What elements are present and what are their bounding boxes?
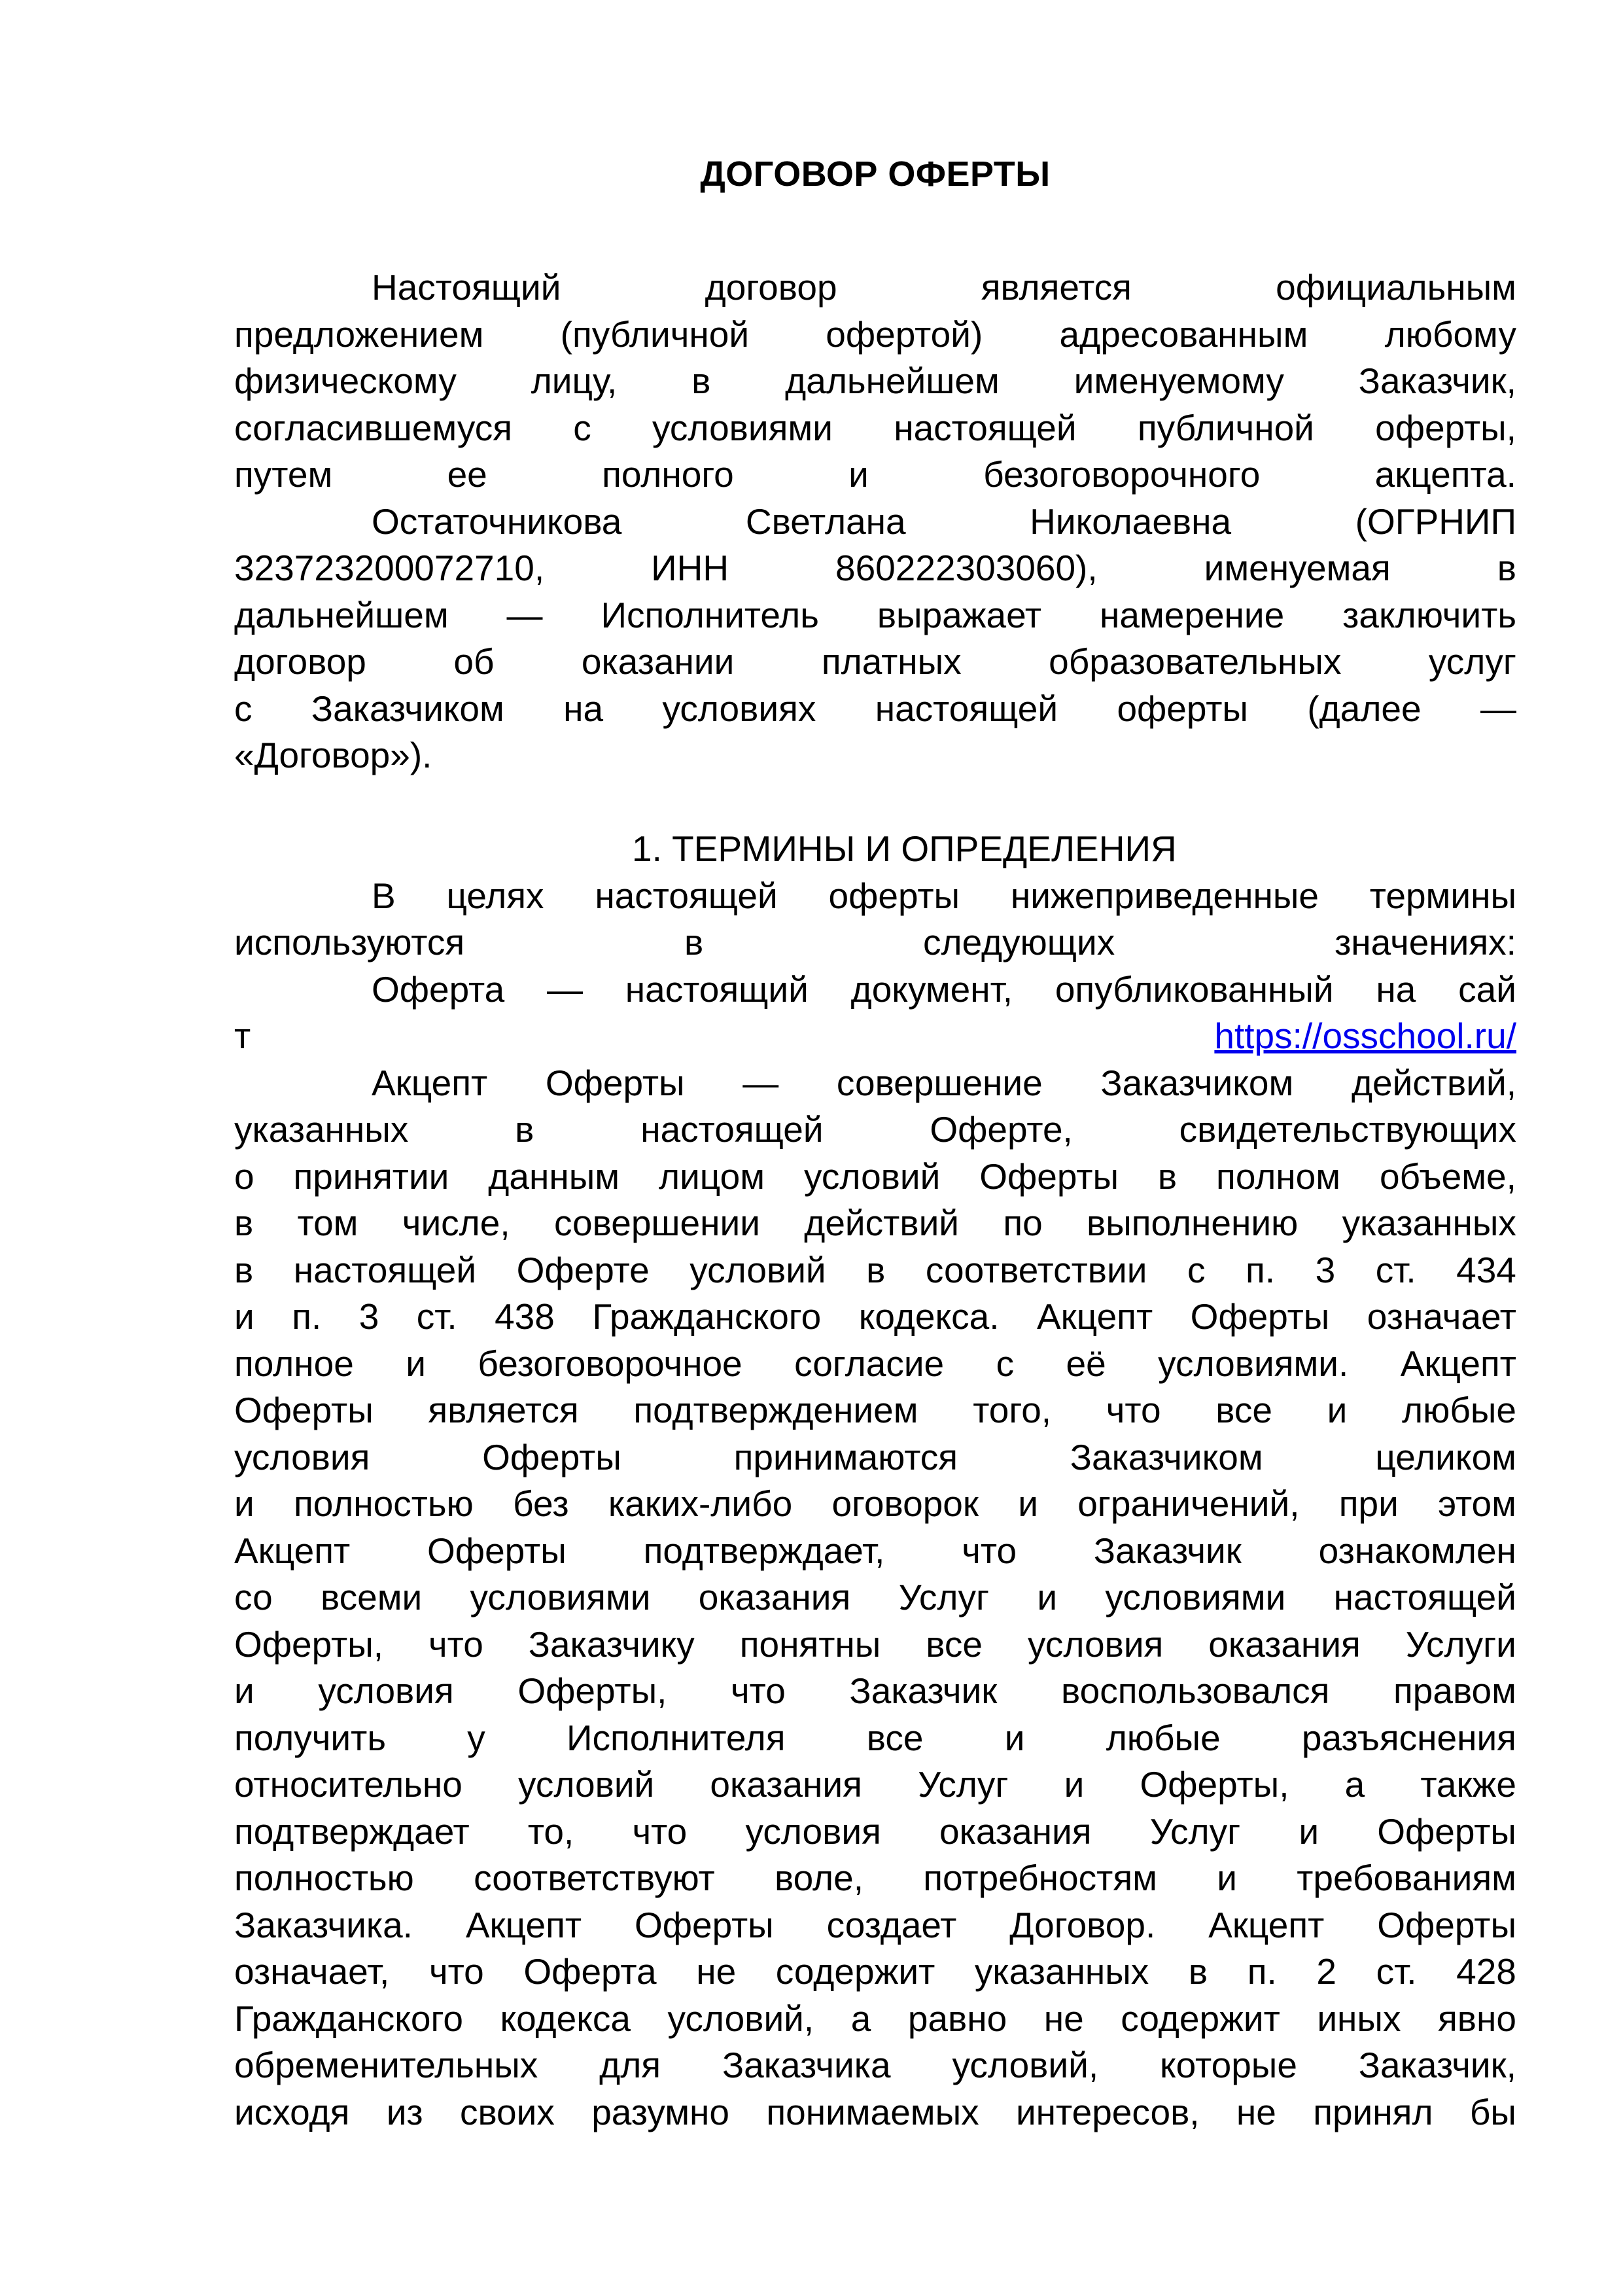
word: целях <box>446 875 544 916</box>
word: (далее <box>1307 688 1422 729</box>
word: Настоящий <box>372 267 561 308</box>
word: именуемая <box>1204 548 1391 588</box>
word: что <box>428 1951 484 1992</box>
word: ст. <box>1376 1951 1417 1992</box>
text-line <box>234 2089 1516 2136</box>
word: условиями <box>1105 1577 1286 1617</box>
word: предложением <box>234 313 484 355</box>
word: образовательных <box>1049 641 1342 682</box>
word: — <box>506 594 543 635</box>
word: её <box>1066 1343 1106 1384</box>
word: что <box>632 1810 688 1852</box>
word: условия <box>318 1670 454 1711</box>
word: 860222303060), <box>835 548 1098 588</box>
word: используются <box>234 922 465 963</box>
word: Оферты <box>1190 1296 1330 1337</box>
word: каких-либо <box>608 1483 793 1524</box>
text-line <box>234 639 1516 686</box>
word: условиях <box>662 688 816 729</box>
word: Заказчику <box>528 1623 695 1665</box>
word: заключить <box>1342 594 1516 635</box>
word: Заказчика <box>722 2045 891 2085</box>
word: Заказчик, <box>1358 361 1516 401</box>
word: все <box>1215 1390 1272 1430</box>
text-line <box>234 264 1516 311</box>
word: условиями <box>652 407 833 448</box>
word: условиями <box>470 1577 651 1617</box>
word: выполнению <box>1086 1203 1299 1243</box>
text-line <box>234 451 1516 499</box>
word: лицом <box>658 1156 765 1197</box>
text-line <box>234 1154 1516 1201</box>
word: условий <box>689 1249 826 1290</box>
word: условия <box>1027 1623 1164 1665</box>
word: принятии <box>293 1156 449 1197</box>
word: — <box>742 1062 779 1103</box>
word: из <box>386 2091 423 2132</box>
word: условиями. <box>1158 1343 1349 1384</box>
word: Услуг <box>1149 1810 1241 1852</box>
word: намерение <box>1100 594 1285 635</box>
word: дальнейшем <box>785 361 1000 401</box>
word: действий, <box>1351 1062 1516 1103</box>
word: Акцепт <box>465 1904 582 1945</box>
word: при <box>1338 1483 1399 1524</box>
word: явно <box>1438 1998 1516 2039</box>
word: получить <box>234 1717 386 1758</box>
word: в <box>684 922 704 963</box>
document-title: ДОГОВОР ОФЕРТЫ <box>700 154 1051 194</box>
word: Оферты <box>482 1436 621 1477</box>
word: в <box>234 1249 254 1290</box>
text-line <box>234 1247 1516 1294</box>
word: на <box>1376 968 1416 1010</box>
word: 323723200072710, <box>234 548 545 588</box>
word: полностью <box>294 1483 474 1524</box>
word: Оферты <box>234 1390 374 1430</box>
word: Исполнителя <box>566 1717 786 1758</box>
word: лицу, <box>531 361 618 401</box>
text-line <box>234 499 1516 546</box>
text-line <box>234 1387 1516 1434</box>
word: означает <box>1367 1296 1516 1337</box>
word: в <box>866 1249 886 1290</box>
text-line <box>234 2042 1516 2089</box>
word: выражает <box>877 594 1042 635</box>
word: ст. <box>416 1296 457 1337</box>
word: которые <box>1160 2045 1297 2085</box>
word: не <box>696 1951 737 1992</box>
word: свидетельствующих <box>1179 1109 1516 1150</box>
word: и <box>1299 1810 1319 1852</box>
word: и <box>234 1296 254 1337</box>
word: настоящей <box>875 688 1058 729</box>
word: опубликованный <box>1055 968 1334 1010</box>
word: В <box>372 875 396 916</box>
word: что <box>1106 1390 1161 1430</box>
word: о <box>234 1156 254 1197</box>
word: Оферты, <box>1140 1764 1289 1805</box>
word: ее <box>447 454 487 495</box>
word: бы <box>1469 2091 1516 2132</box>
text-line <box>234 1060 1516 1107</box>
word: Оферты <box>634 1904 774 1945</box>
word: п. <box>1246 1249 1276 1290</box>
text-line <box>234 1761 1516 1809</box>
word: что <box>962 1530 1017 1571</box>
text-line <box>234 405 1516 452</box>
word: Светлана <box>745 501 906 542</box>
intro-paragraphs <box>234 264 1516 779</box>
word: целиком <box>1375 1436 1516 1477</box>
text-line <box>234 686 1516 733</box>
word: Заказчиком <box>1070 1436 1263 1477</box>
word: настоящей <box>1333 1577 1516 1617</box>
word: также <box>1420 1764 1516 1805</box>
word: Оферты, <box>517 1670 667 1711</box>
word: — <box>1480 688 1516 729</box>
word: Оферты, <box>234 1623 384 1665</box>
word: со <box>234 1577 273 1617</box>
word: (ОГРНИП <box>1355 501 1516 542</box>
text-line <box>234 311 1516 359</box>
text-line <box>234 1855 1516 1902</box>
word: исходя <box>234 2091 350 2132</box>
text-line <box>234 1341 1516 1388</box>
text-line <box>234 1809 1516 1856</box>
word: и <box>1004 1717 1025 1758</box>
word: полное <box>234 1343 354 1384</box>
word: требованиям <box>1297 1858 1516 1898</box>
word: и <box>1064 1764 1085 1805</box>
word: является <box>428 1390 579 1430</box>
word: термины <box>1369 875 1516 916</box>
word: Оферта <box>372 968 505 1010</box>
word: безоговорочного <box>983 454 1261 495</box>
word: Акцепт <box>1036 1296 1153 1337</box>
word: Заказчик <box>849 1670 998 1711</box>
word: Оферте <box>516 1249 650 1290</box>
word: Оферты <box>1377 1904 1516 1945</box>
word: Заказчик, <box>1358 2045 1516 2085</box>
word: Акцепт <box>234 1530 351 1571</box>
word: на <box>563 688 604 729</box>
word: полного <box>602 454 734 495</box>
text-line <box>234 732 1516 779</box>
word: и <box>848 454 869 495</box>
word: (публичной <box>560 313 750 355</box>
word: и <box>1217 1858 1237 1898</box>
word: по <box>1003 1203 1043 1243</box>
word: Остаточникова <box>372 501 622 542</box>
word: кодекса. <box>858 1296 1000 1337</box>
word: а <box>850 1998 871 2039</box>
word: что <box>428 1623 483 1665</box>
word: п. <box>292 1296 322 1337</box>
word: объеме, <box>1379 1156 1516 1197</box>
text-line <box>234 1574 1516 1621</box>
text-line <box>234 1200 1516 1247</box>
word: публичной <box>1137 407 1314 448</box>
word: содержит <box>775 1951 935 1992</box>
word: п. <box>1247 1951 1277 1992</box>
word: равно <box>907 1998 1007 2039</box>
word: любому <box>1384 313 1516 355</box>
word: оговорок <box>831 1483 979 1524</box>
word: адресованным <box>1059 313 1308 355</box>
word: разъяснения <box>1301 1717 1516 1758</box>
word: потребностям <box>923 1858 1157 1898</box>
word: условий <box>804 1156 941 1197</box>
word: в <box>1497 548 1516 588</box>
word: правом <box>1393 1670 1516 1711</box>
word: интересов, <box>1015 2091 1200 2132</box>
word: указанных <box>974 1951 1149 1992</box>
word: об <box>453 641 495 682</box>
word: условий, <box>667 1998 814 2039</box>
word: 428 <box>1456 1951 1516 1992</box>
text-line <box>234 1902 1516 1949</box>
word: Гражданского <box>234 1998 463 2039</box>
text-line <box>234 1996 1516 2043</box>
word: соответствуют <box>474 1858 715 1898</box>
word: безоговорочное <box>478 1343 742 1384</box>
word: полном <box>1216 1156 1341 1197</box>
word: полностью <box>234 1858 414 1898</box>
section-1-body <box>234 873 1516 2136</box>
word: указанных <box>234 1109 409 1150</box>
document-page <box>234 150 1516 2136</box>
word: Заказчика. <box>234 1904 413 1945</box>
word: действий <box>804 1203 960 1243</box>
word: Услуги <box>1405 1623 1516 1665</box>
word: а <box>1344 1764 1365 1805</box>
word: Заказчиком <box>1100 1062 1294 1103</box>
word: этом <box>1438 1483 1516 1524</box>
text-line <box>234 1106 1516 1154</box>
text-line <box>234 1481 1516 1528</box>
word: условий <box>517 1764 655 1805</box>
word: договор <box>705 267 837 308</box>
word: означает, <box>234 1951 390 1992</box>
word: ст. <box>1375 1249 1416 1290</box>
word: Услуг <box>898 1577 990 1617</box>
word: значениях: <box>1335 922 1516 963</box>
word: ИНН <box>651 548 729 588</box>
text-line <box>234 1434 1516 1481</box>
word: и <box>234 1670 254 1711</box>
word: дальнейшем <box>234 594 449 635</box>
word: в <box>691 361 711 401</box>
word: оферты, <box>1375 407 1516 448</box>
word: воспользовался <box>1061 1670 1330 1711</box>
word: платных <box>821 641 962 682</box>
word: и <box>1327 1390 1348 1430</box>
word: подтверждает <box>234 1810 470 1852</box>
word: Заказчиком <box>311 688 504 729</box>
word: понимаемых <box>766 2091 979 2132</box>
word: т <box>234 1016 251 1056</box>
word: оферты <box>1117 688 1248 729</box>
word: согласие <box>794 1343 945 1384</box>
word: совершении <box>553 1203 760 1243</box>
word: 2 <box>1316 1951 1336 1992</box>
text-line <box>234 1294 1516 1341</box>
word: Акцепт <box>372 1062 488 1103</box>
word: с <box>1187 1249 1206 1290</box>
word: без <box>513 1483 569 1524</box>
word: у <box>467 1717 485 1758</box>
word: все <box>866 1717 924 1758</box>
word: иных <box>1317 1998 1401 2039</box>
word: числе, <box>402 1203 510 1243</box>
text-line <box>234 358 1516 405</box>
word: указанных <box>1342 1203 1516 1243</box>
word: Договор. <box>1009 1904 1156 1945</box>
word: 438 <box>495 1296 555 1337</box>
word: своих <box>459 2091 555 2132</box>
word: условия <box>234 1436 370 1477</box>
word: того, <box>973 1390 1052 1430</box>
text-line <box>234 545 1516 592</box>
word: услуг <box>1428 641 1516 682</box>
word: Гражданского <box>592 1296 822 1337</box>
word: оказания <box>939 1810 1092 1852</box>
word: в <box>515 1109 534 1150</box>
word: и <box>406 1343 426 1384</box>
word: Оферте, <box>930 1109 1073 1150</box>
text-line <box>234 966 1516 1014</box>
word: оказания <box>698 1577 851 1617</box>
word: с <box>996 1343 1015 1384</box>
word: следующих <box>922 922 1115 963</box>
word: относительно <box>234 1764 462 1805</box>
word: разумно <box>591 2091 730 2132</box>
word: Николаевна <box>1030 501 1232 542</box>
word: том <box>297 1203 358 1243</box>
word: Оферты <box>979 1156 1119 1197</box>
word: в <box>234 1203 254 1243</box>
word: в <box>1157 1156 1178 1197</box>
word: настоящей <box>595 875 778 916</box>
word: оказания <box>1208 1623 1361 1665</box>
word: сай <box>1458 968 1516 1010</box>
website-link[interactable]: https://osschool.ru/ <box>1214 1016 1516 1056</box>
word: Акцепт <box>1400 1343 1516 1384</box>
word: оказании <box>581 641 735 682</box>
text-line <box>234 1668 1516 1715</box>
word: с <box>234 688 253 729</box>
text-line <box>234 592 1516 639</box>
word: нижеприведенные <box>1010 875 1319 916</box>
word: соответствии <box>925 1249 1147 1290</box>
word: создает <box>826 1904 957 1945</box>
text-line <box>234 1949 1516 1996</box>
word: Акцепт <box>1208 1904 1325 1945</box>
word: Оферты <box>545 1062 685 1103</box>
text-line <box>234 919 1516 966</box>
word: подтверждением <box>633 1390 918 1430</box>
word: условий, <box>952 2045 1099 2085</box>
word: подтверждает, <box>643 1530 885 1571</box>
word: согласившемуся <box>234 407 512 448</box>
word: Оферты <box>1377 1810 1516 1852</box>
word: 3 <box>358 1296 379 1337</box>
word: настоящей <box>640 1109 824 1150</box>
word: Исполнитель <box>601 594 819 635</box>
word: всеми <box>321 1577 423 1617</box>
word: «Договор»). <box>234 735 432 775</box>
word: ограничений, <box>1077 1483 1300 1524</box>
word: что <box>731 1670 786 1711</box>
section-heading-terms: 1. ТЕРМИНЫ И ОПРЕДЕЛЕНИЯ <box>632 828 1177 869</box>
word: именуемому <box>1073 361 1284 401</box>
word: все <box>926 1623 983 1665</box>
word: совершение <box>836 1062 1043 1103</box>
word: документ, <box>850 968 1013 1010</box>
word: 3 <box>1315 1249 1336 1290</box>
word: ознакомлен <box>1318 1530 1516 1571</box>
word: настоящий <box>625 968 809 1010</box>
word: то, <box>527 1810 574 1852</box>
text-line <box>234 1621 1516 1669</box>
word: понятны <box>739 1623 881 1665</box>
word: 434 <box>1456 1249 1516 1290</box>
word: настоящей <box>894 407 1077 448</box>
word: обременительных <box>234 2045 538 2085</box>
word: кодекса <box>500 1998 631 2039</box>
word: не <box>1236 2091 1276 2132</box>
word: договор <box>234 641 366 682</box>
word: официальным <box>1276 267 1516 308</box>
word: данным <box>488 1156 620 1197</box>
word: воле, <box>775 1858 864 1898</box>
word: путем <box>234 454 333 495</box>
word: и <box>1037 1577 1058 1617</box>
word: настоящей <box>293 1249 477 1290</box>
word: оказания <box>710 1764 862 1805</box>
word: офертой) <box>826 313 983 355</box>
word: Заказчик <box>1093 1530 1242 1571</box>
word: — <box>546 968 583 1010</box>
word: Оферты <box>427 1530 567 1571</box>
word: для <box>599 2045 661 2085</box>
word: принимаются <box>733 1436 958 1477</box>
word: принял <box>1313 2091 1433 2132</box>
word: с <box>573 407 591 448</box>
word: условия <box>745 1810 881 1852</box>
word: не <box>1043 1998 1084 2039</box>
word: оферты <box>828 875 960 916</box>
text-line <box>234 1528 1516 1575</box>
word: в <box>1188 1951 1208 1992</box>
text-line <box>234 1715 1516 1762</box>
word: Оферта <box>523 1951 657 1992</box>
word: физическому <box>234 361 457 401</box>
text-line <box>234 1013 1516 1060</box>
word: любые <box>1402 1390 1516 1430</box>
word: содержит <box>1121 1998 1280 2039</box>
word: и <box>1018 1483 1038 1524</box>
word: является <box>981 267 1132 308</box>
word: любые <box>1106 1717 1221 1758</box>
word: Услуг <box>918 1764 1009 1805</box>
text-line <box>234 873 1516 920</box>
word: акцепта. <box>1374 454 1516 495</box>
word: и <box>234 1483 254 1524</box>
